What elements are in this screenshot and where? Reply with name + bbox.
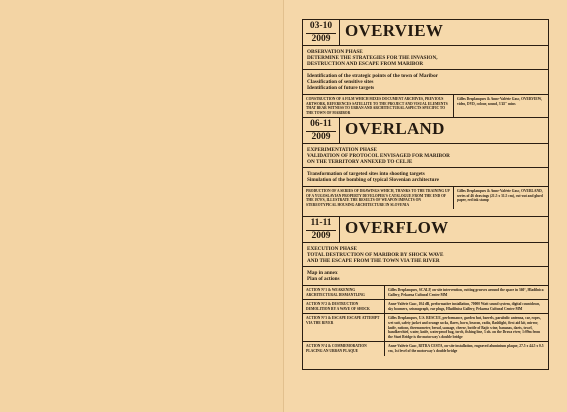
overview-info-right: Gilles Desplanques & Anne-Valérie Gasc, OVERVIEW, video, DVD, colour, sound, 3'45'' mins — [457, 97, 542, 106]
action-row — [303, 300, 548, 314]
overview-title: OVERVIEW — [345, 21, 444, 40]
overflow-header — [303, 217, 548, 243]
overland-info-row — [303, 187, 548, 209]
action-description: Anne-Valérie Gasc, RITRA CESTA, on-site installation, engraved aluminium plaque, 27.5 x 44.5 x 0.5 cm, 1st level of the motorway's double bridge — [388, 344, 544, 353]
overland-date: 06-11 2009 — [306, 120, 336, 142]
overland-info-left: PRODUCTION OF A SERIES OF DRAWINGS WHICH, THANKS TO THE TRAINING UP OF A YUGOSLAVIAN PROPERTY DEVELOPER'S CATALOGUE FROM THE END OF THE 1970'S, ILLUSTRATE THE RESULTS OF WEAPON IMPACTS ON STEREOTYPICAL HOUSING ARCHITECTURE IN SLOVENIA — [303, 187, 454, 209]
overflow-phase: EXECUTION PHASE TOTAL DESTRUCTION OF MARIBOR BY SHOCK WAVE AND THE ESCAPE FROM THE TOWN VIA THE RIVER — [303, 243, 548, 267]
action-label: ACTION N°4 & COMMEMORATION PLACING AN URBAN PLAQUE — [303, 342, 385, 355]
overland-header — [303, 118, 548, 144]
overland-phase: EXPERIMENTATION PHASE VALIDATION OF PROTOCOL ENVISAGED FOR MARIBOR ON THE TERRITORY ANNEXED TO CELJE — [303, 144, 548, 168]
action-row — [303, 342, 548, 355]
overview-date: 03-10 2009 — [306, 22, 336, 44]
overflow-title: OVERFLOW — [345, 218, 449, 237]
action-label: ACTION N°3 & ESCAPE ESCAPE ATTEMPT VIA THE RIVER — [303, 314, 385, 341]
overview-phase: OBSERVATION PHASE DETERMINE THE STRATEGIES FOR THE INVASION, DESTRUCTION AND ESCAPE FROM MARIBOR — [303, 46, 548, 70]
action-description: Gilles Desplanques, SCALP, on-site intervention, cutting grooves around the space in 360°, Hladilnica Gallery, Pekarna Cultural Centre MM — [388, 288, 544, 297]
action-row — [303, 314, 548, 342]
action-description: Anne-Valérie Gasc, 104 dB, performative installation, 70000 Watt sound system, digital countdown, sky boomers, seismograph, ear plugs, Hladilnica Gallery, Pekarna Cultural Centre MM — [388, 302, 541, 311]
document-page — [302, 19, 549, 370]
action-label: ACTION N°1 & WEAKENING ARCHITECTURAL DISMANTLING — [303, 286, 385, 299]
page-fold — [283, 0, 284, 412]
overview-info-left: CONSTRUCTION OF A FILM WHICH MIXES DOCUMENT ARCHIVES, PREVIOUS ARTWORK, REFERENCES SATELLITE TO THE PROJECT AND VISUAL ELEMENTS THAT BEAR WITNESS TO URBAN AND ARCHITECTURAL ASPECTS SPECIFIC TO THE TOWN OF MARIBOR — [303, 95, 454, 117]
overland-section — [303, 118, 548, 217]
overflow-date: 11-11 2009 — [306, 219, 336, 241]
overland-list: Transformation of targeted sites into shooting targets Simulation of the bombing of typical Slovenian architecture — [303, 168, 548, 187]
overview-header — [303, 20, 548, 46]
overland-info-right: Gilles Desplanques & Anne-Valérie Gasc, OVERLAND, series of 46 drawings (21.5 x 31.5 cm), cut-out and glued paper, red ink stamp — [457, 189, 543, 203]
overview-list: Identification of the strategic points of the town of Maribor Classification of sensitive sites Identification of future targets — [303, 70, 548, 95]
overflow-list: Map in annex Plan of actions — [303, 267, 548, 286]
overview-info-row — [303, 95, 548, 117]
action-description: Gilles Desplanques, U.S. RESCUE, performance, garden hut, barrels, parabolic antenna, car, ropes, wet suit, safety jacket and orange socks, flares, horn, beacon, radio, flashlight, first aid kit, mirror, knife, rations, thermometer, bread, sausage, cheese, bottle of Bajic wine, bananas, darts, towel, handkerchief, water, knife, waterproof bag, torch, fishing line, 3 oh. on the Drava river, 1:09m from the Stari Bridge is the motorway's double bridge — [388, 316, 541, 339]
overland-title: OVERLAND — [345, 119, 445, 138]
action-row — [303, 286, 548, 300]
overview-section — [303, 20, 548, 118]
action-label: ACTION N°2 & DESTRUCTION DEMOLITION BY A WAVE OF SHOCK — [303, 300, 385, 313]
overflow-section — [303, 217, 548, 369]
